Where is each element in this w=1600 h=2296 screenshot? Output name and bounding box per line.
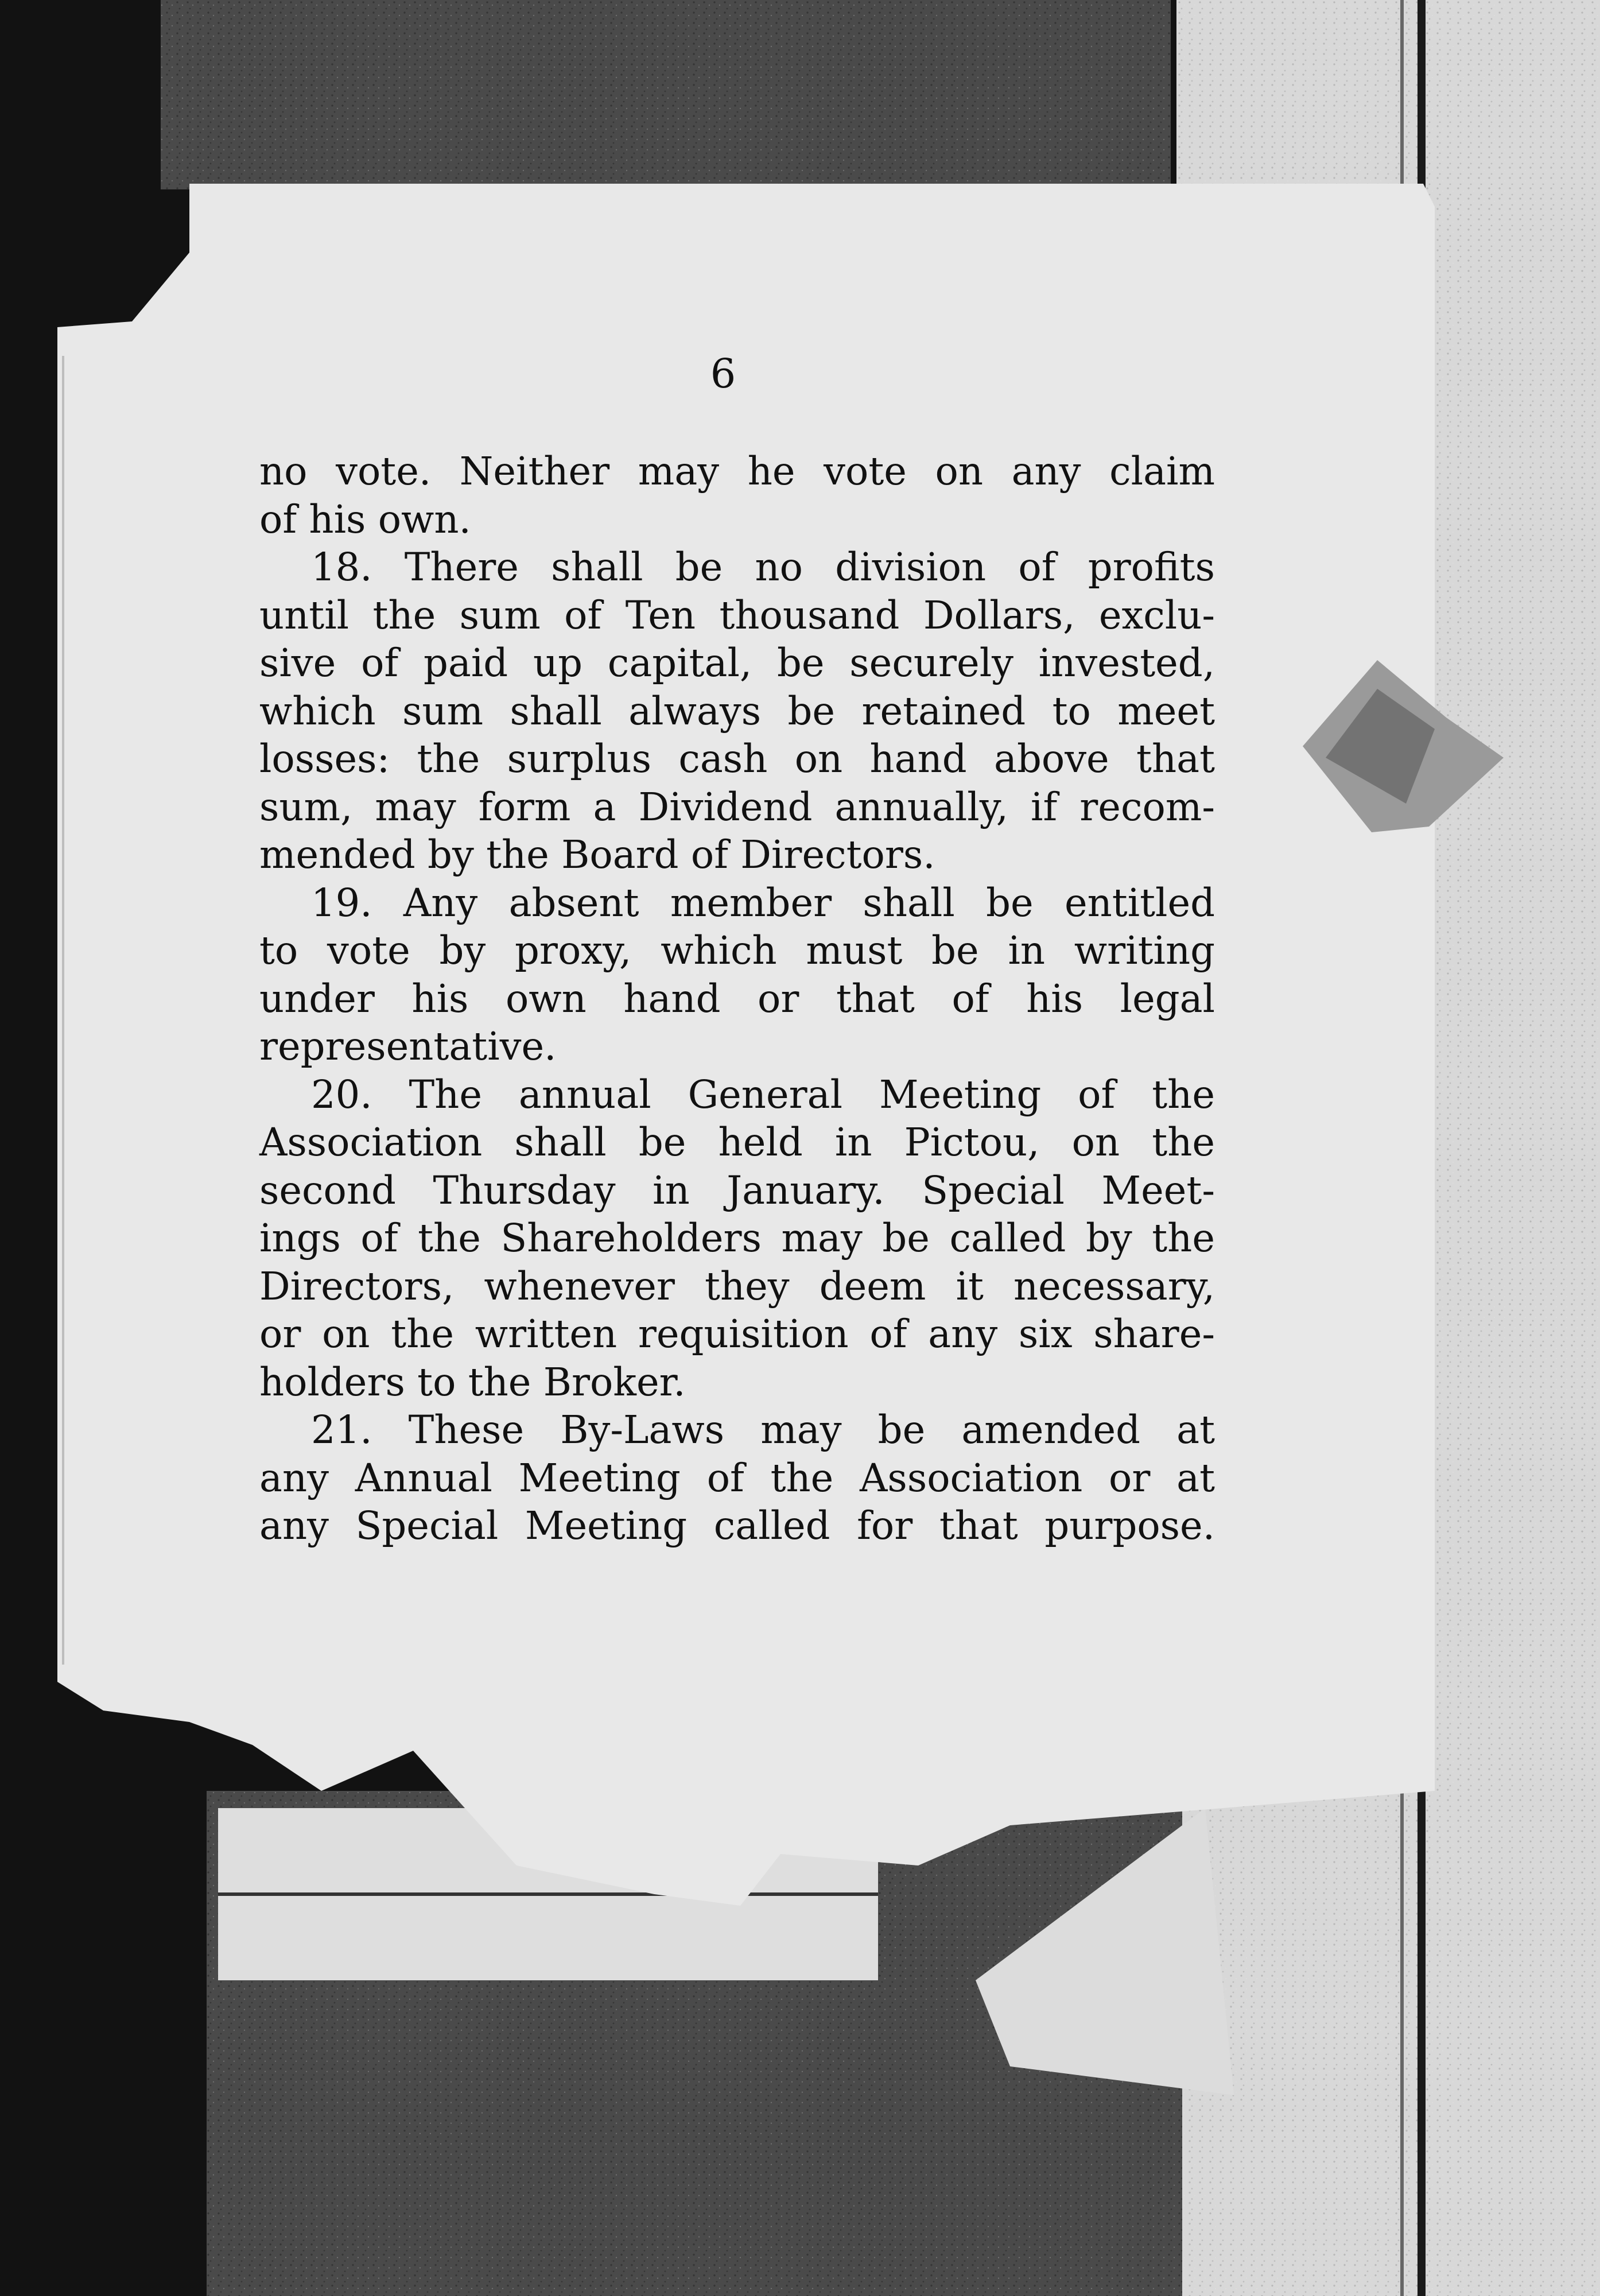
text-line: 20. The annual General Meeting of the <box>311 1072 1215 1117</box>
text-line: no vote. Neither may he vote on any claim <box>259 449 1215 494</box>
text-line: sive of paid up capital, be securely invested, <box>259 641 1215 685</box>
text-line: 19. Any absent member shall be entitled <box>311 880 1215 925</box>
text-line: any Special Meeting called for that purpose. <box>259 1503 1215 1548</box>
text-line: representative. <box>259 1024 557 1069</box>
text-line: second Thursday in January. Special Meet- <box>259 1168 1215 1213</box>
text-line: sum, may form a Dividend annually, if recom- <box>259 784 1215 829</box>
text-line: holders to the Broker. <box>259 1359 686 1405</box>
text-line: Directors, whenever they deem it necessary, <box>259 1263 1215 1309</box>
text-line: of his own. <box>259 497 471 542</box>
page-number: 6 <box>710 350 736 397</box>
text-line: any Annual Meeting of the Association or at <box>259 1455 1215 1500</box>
text-line: 18. There shall be no division of profits <box>311 545 1215 589</box>
text-line: ings of the Shareholders may be called by the <box>259 1216 1215 1261</box>
text-line: Association shall be held in Pictou, on the <box>259 1120 1215 1165</box>
body-text <box>259 448 1215 1550</box>
text-line: mended by the Board of Directors. <box>259 832 935 877</box>
text-line: to vote by proxy, which must be in writing <box>259 928 1215 973</box>
text-line: or on the written requisition of any six share- <box>259 1312 1215 1356</box>
text-line: losses: the surplus cash on hand above that <box>259 736 1215 781</box>
text-line: until the sum of Ten thousand Dollars, exclu- <box>259 592 1215 638</box>
text-line: which sum shall always be retained to meet <box>259 688 1215 734</box>
text-line: 21. These By-Laws may be amended at <box>311 1407 1215 1452</box>
text-line: under his own hand or that of his legal <box>259 976 1215 1021</box>
